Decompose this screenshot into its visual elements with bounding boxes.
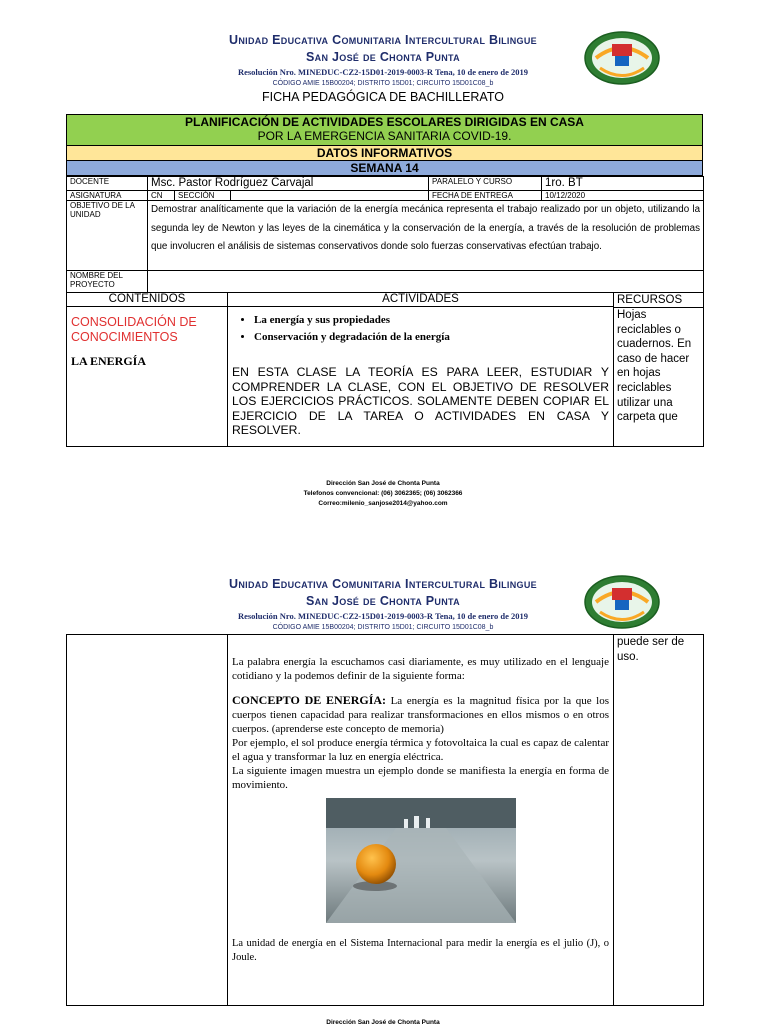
- planning-subtitle: POR LA EMERGENCIA SANITARIA COVID-19.: [257, 129, 512, 143]
- actividades-cell-continued: [228, 635, 614, 1006]
- footer-email: Correo:milenio_sanjose2014@yahoo.com: [318, 500, 448, 507]
- objetivo-value: Demostrar analíticamente que la variación de la energía mecánica representa el trabajo realizado por un objeto, utilizando la segunda ley de Newton y las leyes de la cinemática y la conservación de la energía, a través de la resolución de problemas que involucren el análisis de sistemas conservativos donde solo fuerzas conservativas efectúan trabajo.: [148, 201, 704, 271]
- ejemplo-text: Por ejemplo, el sol produce energía térmica y fotovoltaica la cual es capaz de calentar el agua y transformar la luz en energía eléctrica.: [232, 737, 609, 763]
- intro-text: La palabra energía la escuchamos casi diariamente, es muy utilizado en el lenguaje cotidiano y la podemos definir de la siguiente forma:: [232, 656, 609, 682]
- activity-item: • Conservación y degradación de la energía: [254, 329, 609, 346]
- contenidos-cell-continued: [67, 635, 228, 1006]
- ficha-title: FICHA PEDAGÓGICA DE BACHILLERATO: [262, 90, 504, 104]
- resolution-line: Resolución Nro. MINEDUC-CZ2-15D01-2019-0003-R Tena, 10 de enero de 2019: [237, 67, 529, 77]
- concepto-paragraph: [232, 693, 609, 736]
- footer-p2: Dirección San José de Chonta Punta: [326, 1019, 440, 1026]
- objetivo-label: OBJETIVO DE LA UNIDAD: [67, 201, 148, 271]
- codes-line-p2: CÓDIGO AMIE 15B00204; DISTRITO 15D01; CIRCUITO 15D01C08_b: [272, 624, 494, 631]
- info-table: [66, 176, 704, 293]
- planning-banner: [66, 114, 703, 146]
- school-logo-p2: [582, 572, 662, 632]
- asignatura-value: CN: [148, 191, 175, 201]
- concepto-text: La energía es la magnitud física por la que los cuerpos tienen capacidad para realizar transformaciones en ellos mismos o en otros cuerpos. (aprenderse este concepto de memoria): [232, 695, 609, 735]
- imagen-caption: La siguiente imagen muestra un ejemplo donde se manifiesta la energía en forma de movimiento.: [232, 765, 609, 791]
- recursos-cell-continued: puede ser de uso.: [614, 635, 704, 1006]
- activity-list: [232, 312, 609, 346]
- footer: [150, 479, 616, 509]
- paralelo-label: PARALELO Y CURSO: [429, 177, 542, 191]
- planning-title: PLANIFICACIÓN DE ACTIVIDADES ESCOLARES DIRIGIDAS EN CASA: [185, 115, 584, 129]
- bowling-ball-image: [326, 798, 516, 923]
- docente-value: Msc. Pastor Rodríguez Carvajal: [148, 177, 429, 191]
- resolution-line-p2: Resolución Nro. MINEDUC-CZ2-15D01-2019-0003-R Tena, 10 de enero de 2019: [237, 611, 529, 621]
- fecha-label: FECHA DE ENTREGA: [429, 191, 542, 201]
- activity-item: • La energía y sus propiedades: [254, 312, 609, 329]
- docente-label: DOCENTE: [67, 177, 148, 191]
- plan-table: [66, 292, 704, 447]
- paralelo-value: 1ro. BT: [542, 177, 704, 191]
- tema-text: LA ENERGÍA: [71, 354, 147, 368]
- unidad-text: La unidad de energía en el Sistema Internacional para medir la energía es el julio (J), o Joule.: [232, 938, 609, 963]
- proyecto-value: [148, 271, 704, 293]
- datos-informativos: DATOS INFORMATIVOS: [66, 146, 703, 161]
- planning-sheet: [66, 114, 703, 447]
- footer-address: Dirección San José de Chonta Punta: [326, 480, 440, 487]
- school-name-line2-p2: San José de Chonta Punta: [306, 594, 460, 608]
- school-name-line1-p2: Unidad Educativa Comunitaria Intercultural Bilingue: [229, 577, 537, 591]
- fecha-value: 10/12/2020: [542, 191, 704, 201]
- contenidos-cell: [67, 307, 228, 447]
- recursos-header: RECURSOS: [614, 293, 703, 308]
- footer-phones: Telefonos convencional: (06) 3062365; (06) 3062366: [303, 490, 463, 497]
- seccion-value: [231, 191, 429, 201]
- concepto-title: CONCEPTO DE ENERGÍA:: [232, 693, 387, 707]
- contenidos-header: CONTENIDOS: [67, 293, 228, 307]
- proyecto-label: NOMBRE DEL PROYECTO: [67, 271, 148, 293]
- actividades-cell: [228, 307, 614, 447]
- codes-line: CÓDIGO AMIE 15B00204; DISTRITO 15D01; CIRCUITO 15D01C08_b: [272, 80, 494, 87]
- semana-label: SEMANA 14: [66, 161, 703, 176]
- consolidacion-text: CONSOLIDACIÓN DE CONOCIMIENTOS: [71, 315, 197, 344]
- seccion-label: SECCIÓN: [175, 191, 231, 201]
- asignatura-label: ASIGNATURA: [67, 191, 148, 201]
- actividades-header: ACTIVIDADES: [228, 293, 614, 307]
- plan-table-continued: [66, 634, 704, 1006]
- instruction-text: EN ESTA CLASE LA TEORÍA ES PARA LEER, ESTUDIAR Y COMPRENDER LA CLASE, CON EL OBJETIVO DE RESOLVER LOS EJERCICIOS PRÁCTICOS. SOLAMENTE DEBEN COPIAR EL EJERCICIO DE LA TAREA O ACTIVIDADES EN CASA Y RESOLVER.: [232, 365, 609, 437]
- recursos-column: [614, 293, 704, 447]
- school-name-line1: Unidad Educativa Comunitaria Intercultural Bilingue: [229, 33, 537, 47]
- school-name-line2: San José de Chonta Punta: [306, 50, 460, 64]
- recursos-text: Hojas reciclables o cuadernos. En caso de hacer en hojas reciclables utilizar una carpeta que: [617, 309, 692, 424]
- school-logo: [582, 28, 662, 88]
